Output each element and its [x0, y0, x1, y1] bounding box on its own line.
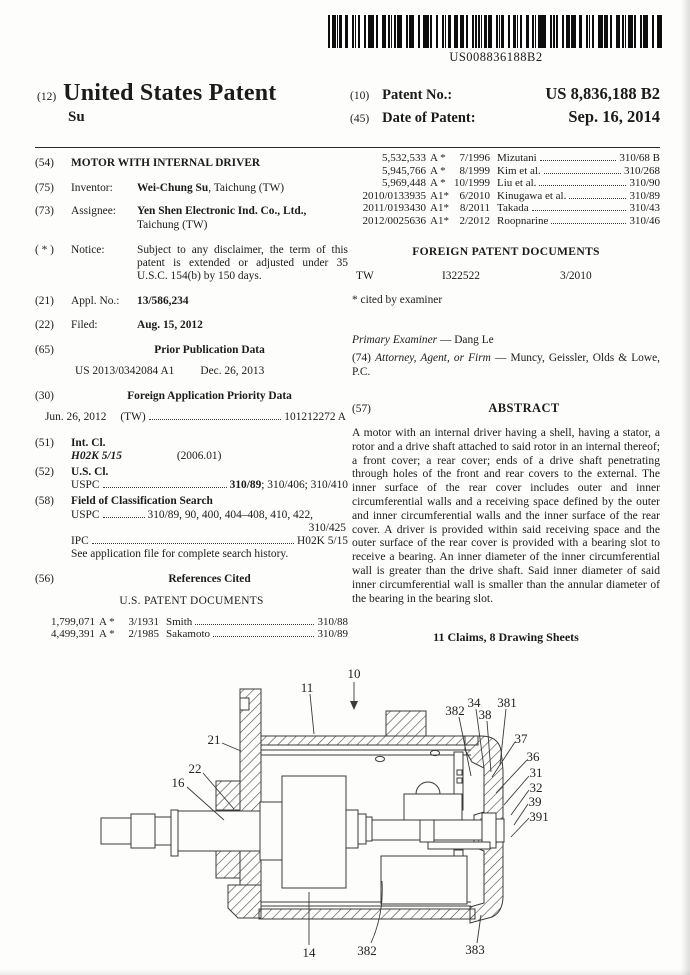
part-label-36: 36 [526, 749, 540, 764]
uspc-other-classes: ; 310/406; 310/410 [261, 479, 348, 492]
barcode-block [328, 15, 664, 65]
citation-name: Liu et al. [497, 177, 537, 190]
primary-examiner-label: Primary Examiner [352, 334, 438, 347]
citation-date: 8/1999 [459, 164, 490, 177]
dot-leader [544, 173, 621, 174]
us-cl-label: U.S. Cl. [71, 466, 109, 479]
us-patent-citation [352, 202, 660, 215]
header-right [350, 80, 660, 130]
field-52-us-cl [35, 466, 348, 479]
notice-label: Notice: [71, 243, 105, 256]
search-classes-line1: 310/89, 90, 400, 404–408, 410, 422, [147, 508, 313, 521]
priority-date: Jun. 26, 2012 [45, 411, 107, 424]
citation-date: 7/1996 [459, 152, 490, 164]
int-cl-year: (2006.01) [176, 449, 222, 462]
right-column [352, 152, 660, 645]
foreign-date: 3/2010 [560, 269, 592, 282]
part-label-16: 16 [171, 775, 185, 790]
dot-leader [540, 160, 617, 161]
field-code: (75) [35, 182, 54, 195]
uspc-label: USPC [71, 508, 100, 521]
citation-date: 2/1985 [128, 628, 159, 641]
field-code: ( * ) [35, 243, 54, 256]
part-label-14: 14 [302, 945, 316, 960]
citation-date: 2/2012 [459, 214, 490, 227]
references-cited-heading: References Cited [168, 573, 251, 586]
barcode-image [328, 15, 664, 48]
part-label-10: 10 [347, 666, 361, 681]
uspc-line [71, 479, 348, 492]
abstract-text: A motor with an internal driver having a shell, having a stator, a rotor and a drive shaft attached to said rotor in an internal thereof; a front cover; a rear cover; ends of a drive shaft penetrating through holes of the front and rear covers to the external. The inner surface of the rear cover includes outer and inner circumferential walls and a receiving space defined by the outer and inner circumferential walls and the inner surface of the rear cover. A driver is provided within said receiving space and the outer surface of the rear cover is provided with a bearing slot to receive a bearing. An inner diameter of the inner circumferential wall is greater than the drive shaft. Said inner diameter of said inner circumferential wall is smaller than the annular diameter of the bearing in the bearing slot. [352, 425, 660, 605]
search-uspc-row [35, 509, 348, 522]
part-label-21: 21 [207, 732, 221, 747]
page-title: United States Patent [63, 80, 277, 106]
motor-cross-section-drawing [83, 652, 607, 974]
claims-note: 11 Claims, 8 Drawing Sheets [433, 630, 579, 645]
abstract-heading-row [352, 402, 660, 416]
foreign-priority-heading: Foreign Application Priority Data [127, 390, 292, 403]
cited-by-examiner-note: * cited by examiner [352, 293, 443, 306]
prior-publication-number: US 2013/0342084 A1 [75, 365, 175, 378]
attorney-label: Attorney, Agent, or Firm [375, 352, 491, 365]
us-cl-row [35, 479, 348, 492]
ipc-label: IPC [71, 535, 89, 548]
dot-leader [569, 198, 626, 199]
inventor-value [137, 182, 348, 195]
field-code-10: (10) [350, 90, 370, 102]
dot-leader [551, 223, 626, 224]
abstract-heading: ABSTRACT [488, 400, 560, 415]
field-code-74: (74) [352, 352, 371, 365]
citation-kind: A * [430, 152, 446, 164]
assignee-location: Taichung (TW) [137, 218, 208, 231]
field-30-heading [35, 390, 348, 403]
field-code: (65) [35, 343, 54, 356]
citation-class: 310/46 [629, 214, 660, 227]
citation-number: 5,969,448 [382, 177, 426, 190]
field-code-12: (12) [37, 91, 57, 103]
part-label-37: 37 [514, 731, 528, 746]
foreign-patent-documents-heading: FOREIGN PATENT DOCUMENTS [412, 244, 600, 258]
citation-name: Kim et al. [497, 164, 541, 177]
dot-leader [213, 636, 314, 637]
field-code: (54) [35, 157, 54, 169]
dot-leader [539, 185, 626, 186]
assignee-value [137, 205, 348, 231]
field-code-45: (45) [350, 113, 370, 125]
barcode-text: US008836188B2 [449, 50, 543, 64]
attorney-name: — Muncy, Geissler, Olds & Lowe, P.C. [352, 352, 661, 378]
filed-value: Aug. 15, 2012 [137, 318, 203, 331]
citation-name: Roopnarine [497, 214, 549, 227]
citation-class: 310/68 B [619, 152, 660, 164]
us-patent-citation [352, 177, 660, 190]
citation-number: 1,799,071 [51, 615, 95, 628]
citation-name: Mizutani [497, 152, 537, 164]
citation-number: 4,499,391 [51, 628, 95, 641]
part-label-22: 22 [188, 761, 202, 776]
field-73-assignee [35, 205, 348, 231]
header-divider [35, 147, 660, 148]
citation-name: Kinugawa et al. [497, 189, 567, 202]
dot-leader [103, 487, 227, 488]
citation-kind: A * [430, 177, 446, 190]
field-58-search [35, 495, 348, 508]
us-patent-citation [352, 215, 660, 228]
search-label: Field of Classification Search [71, 495, 213, 508]
int-cl-label: Int. Cl. [71, 436, 106, 449]
appl-no-value: 13/586,234 [137, 295, 189, 308]
priority-number: 101212272 A [284, 411, 346, 424]
int-cl-row [35, 450, 348, 463]
field-22-filed [35, 319, 348, 332]
left-column [35, 157, 348, 641]
inventor-name: Wei-Chung Su [137, 182, 209, 195]
part-label-32: 32 [529, 780, 543, 795]
filed-label: Filed: [71, 318, 98, 331]
citation-kind: A * [430, 164, 446, 177]
inventor-label: Inventor: [71, 182, 113, 195]
citation-class: 310/43 [629, 202, 660, 215]
assignee-label: Assignee: [71, 205, 116, 218]
search-classes-line2: 310/425 [308, 521, 346, 534]
field-code: (56) [35, 573, 54, 586]
citation-kind: A1* [430, 189, 449, 202]
citation-kind: A1* [430, 202, 449, 215]
prior-publication-date: Dec. 26, 2013 [200, 365, 265, 378]
part-label-11: 11 [300, 680, 314, 695]
date-of-patent: Sep. 16, 2014 [568, 107, 660, 126]
field-21-appl-no [35, 295, 348, 308]
citation-number: 2012/0025636 [362, 214, 426, 227]
patent-figure [83, 652, 607, 974]
field-54-title [35, 157, 348, 170]
notice-text: Subject to any disclaimer, the term of this patent is extended or adjusted under 35 U.S.C. 154(b) by 150 days. [137, 243, 348, 283]
dot-leader [149, 419, 282, 420]
prior-publication-row [35, 365, 348, 378]
citation-number: 2011/0193430 [362, 202, 426, 215]
citation-class: 310/90 [629, 177, 660, 190]
prior-publication-heading: Prior Publication Data [154, 343, 265, 356]
part-label-382: 382 [445, 703, 465, 718]
citation-number: 5,532,533 [382, 152, 426, 164]
citation-class: 310/88 [317, 615, 348, 628]
dot-leader [103, 517, 145, 518]
inventor-surname: Su [68, 109, 85, 125]
invention-title: MOTOR WITH INTERNAL DRIVER [71, 157, 261, 169]
us-patent-citation [352, 152, 660, 165]
part-label-31: 31 [529, 765, 543, 780]
ipc-value: H02K 5/15 [297, 535, 348, 548]
us-patent-citation [352, 190, 660, 203]
dot-leader [92, 543, 294, 544]
us-patent-citation [352, 165, 660, 178]
field-code: (51) [35, 436, 54, 449]
field-65-heading [35, 344, 348, 357]
patent-no-label: Patent No.: [382, 87, 453, 103]
citation-number: 5,945,766 [382, 164, 426, 177]
field-75-inventor [35, 182, 348, 195]
foreign-priority-row [35, 411, 348, 424]
priority-country: (TW) [120, 411, 146, 424]
citation-date: 6/2010 [459, 189, 490, 202]
attorney-line [352, 352, 660, 378]
uspc-label: USPC [71, 479, 100, 492]
citation-class: 310/89 [317, 628, 348, 641]
field-notice [35, 244, 348, 284]
foreign-country: TW [356, 269, 374, 282]
us-patent-documents-heading: U.S. PATENT DOCUMENTS [119, 594, 264, 607]
date-of-patent-label: Date of Patent: [382, 110, 476, 126]
field-code: (58) [35, 495, 54, 508]
part-label-391: 391 [529, 809, 549, 824]
us-patent-citation [35, 616, 348, 629]
field-code: (30) [35, 390, 54, 403]
citation-kind: A * [99, 615, 115, 628]
citation-date: 8/2011 [459, 202, 490, 215]
field-code-57: (57) [352, 402, 371, 415]
int-cl-class: H02K 5/15 [71, 449, 122, 462]
field-code: (73) [35, 205, 54, 218]
patent-number: US 8,836,188 B2 [545, 84, 660, 103]
part-label-34: 34 [467, 695, 481, 710]
citation-class: 310/268 [623, 164, 660, 177]
part-label-382b: 382 [357, 943, 377, 958]
citation-class: 310/89 [629, 189, 660, 202]
appl-no-label: Appl. No.: [71, 295, 120, 308]
primary-examiner-line [352, 334, 660, 347]
header-left [35, 80, 276, 130]
search-ipc-row [35, 535, 348, 548]
part-label-39: 39 [528, 794, 542, 809]
part-label-38: 38 [478, 707, 492, 722]
field-code: (22) [35, 318, 54, 331]
uspc-primary-class: 310/89 [229, 479, 262, 492]
citation-kind: A1* [430, 214, 449, 227]
field-51-int-cl [35, 437, 348, 450]
foreign-number: I322522 [442, 269, 480, 282]
citation-number: 2010/0133935 [362, 189, 426, 202]
citation-name: Smith [166, 615, 193, 628]
citation-date: 3/1931 [128, 615, 159, 628]
dot-leader [532, 210, 627, 211]
us-patent-citation [35, 628, 348, 641]
citation-name: Sakamoto [166, 628, 210, 641]
citation-kind: A * [99, 628, 115, 641]
citation-name: Takada [497, 202, 529, 215]
foreign-patent-citation [352, 270, 660, 283]
dot-leader [195, 624, 314, 625]
primary-examiner-name: — Dang Le [437, 334, 494, 347]
citation-date: 10/1999 [453, 177, 490, 190]
field-56-heading [35, 573, 348, 586]
assignee-name: Yen Shen Electronic Ind. Co., Ltd., [137, 205, 307, 218]
field-code: (52) [35, 466, 54, 479]
patent-header [35, 80, 660, 130]
search-history-note: See application file for complete search history. [71, 548, 289, 561]
part-label-383: 383 [465, 942, 485, 957]
inventor-location: , Taichung (TW) [208, 182, 285, 195]
field-code: (21) [35, 295, 54, 308]
part-label-381: 381 [497, 695, 517, 710]
